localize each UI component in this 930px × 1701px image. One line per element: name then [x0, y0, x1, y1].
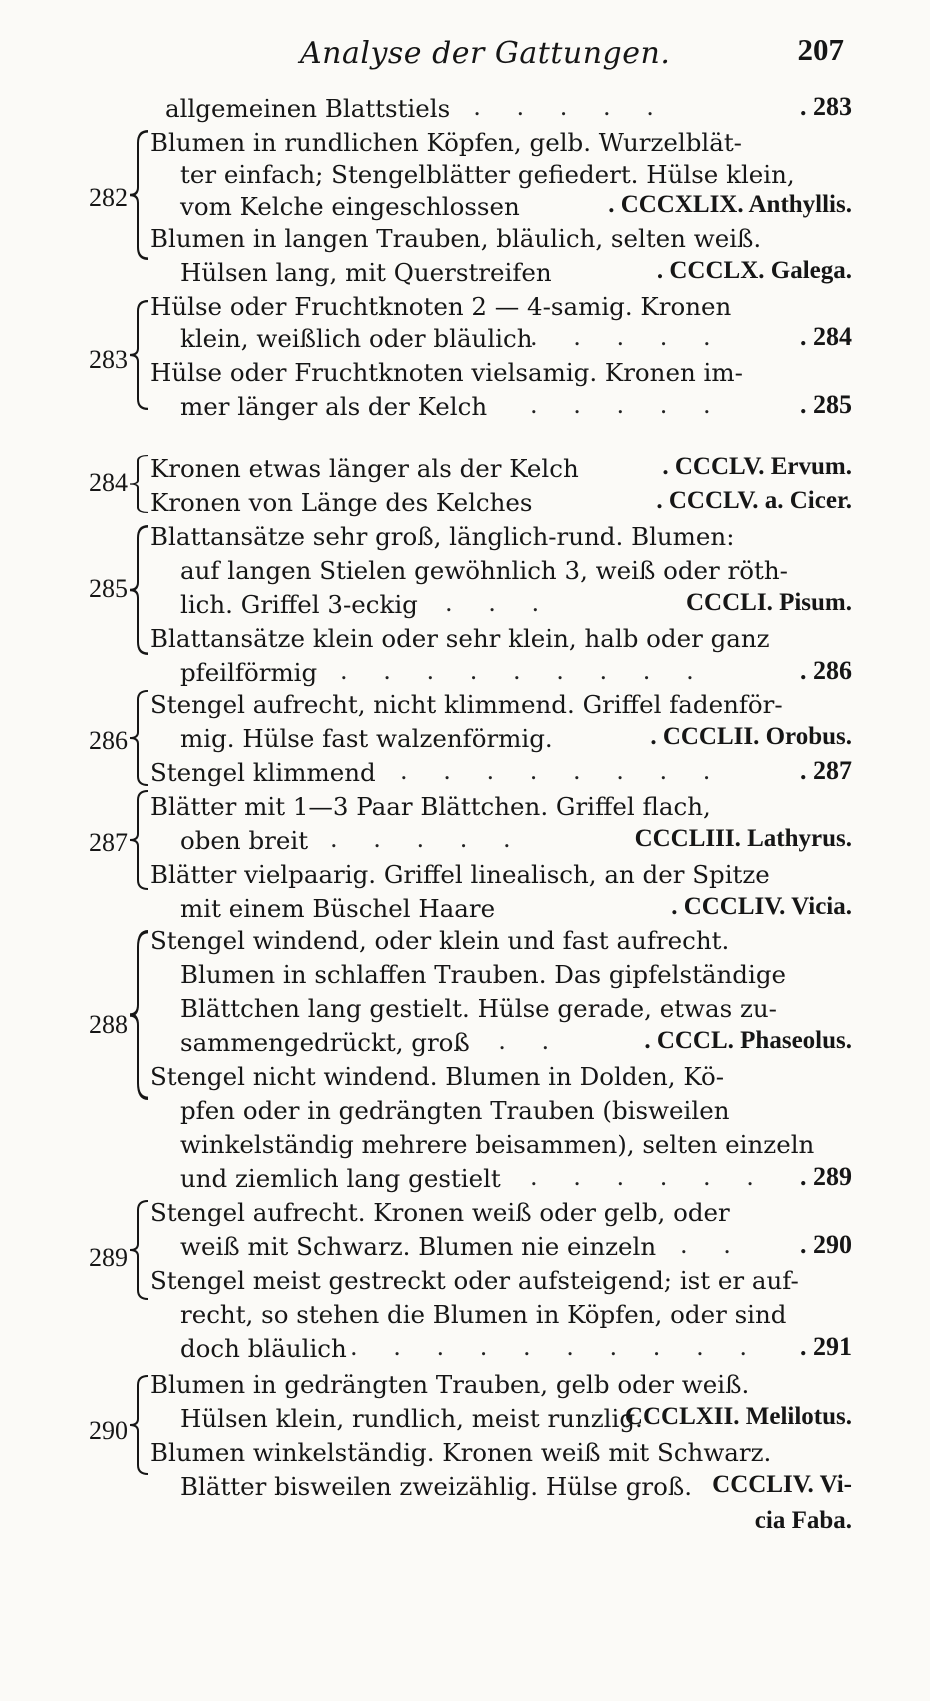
genus-name: . CCCLII. Orobus. [650, 723, 852, 750]
dot-leader: . . . [455, 1027, 564, 1055]
key-line: vom Kelche eingeschlossen [180, 192, 520, 221]
key-line: Blättchen lang gestielt. Hülse gerade, etwas zu- [180, 994, 777, 1023]
key-line: oben breit [180, 826, 309, 855]
key-line: Blätter bisweilen zweizählig. Hülse groß. [180, 1472, 693, 1501]
key-line: Stengel nicht windend. Blumen in Dolden, Kö- [150, 1062, 725, 1091]
genus-name: . CCCL. Phaseolus. [644, 1027, 852, 1054]
reference-number: . 284 [800, 322, 852, 351]
reference-number: . 290 [800, 1230, 852, 1259]
entry-number: 289 [89, 1243, 128, 1272]
key-line: Stengel aufrecht, nicht klimmend. Griffel fadenför- [150, 690, 783, 719]
genus-name: . CCCLIV. Vicia. [671, 893, 852, 920]
entry-number: 288 [89, 1010, 128, 1039]
genus-name: . CCCLV. a. Cicer. [656, 487, 852, 514]
key-line: Hülse oder Fruchtknoten 2 — 4-samig. Kronen [150, 292, 732, 321]
key-line: Stengel windend, oder klein und fast aufrecht. [150, 926, 730, 955]
dot-leader: . . . . . . . . . . [350, 1333, 761, 1361]
key-line: Hülse oder Fruchtknoten vielsamig. Kronen im- [150, 358, 743, 387]
brace [128, 455, 150, 513]
key-line: recht, so stehen die Blumen in Köpfen, oder sind [180, 1300, 787, 1329]
dot-leader: . . . . . . [430, 93, 668, 121]
key-line: lich. Griffel 3-eckig [180, 590, 418, 619]
running-title: Analyse der Gattungen. [300, 36, 671, 71]
brace [128, 1375, 150, 1475]
brace [128, 300, 150, 410]
key-line: Blumen in schlaffen Trauben. Das gipfelständige [180, 960, 787, 989]
genus-name: CCCLI. Pisum. [686, 589, 852, 616]
brace [128, 930, 150, 1100]
key-line: Blattansätze klein oder sehr klein, halb oder ganz [150, 624, 770, 653]
key-line: Blumen in rundlichen Köpfen, gelb. Wurzelblät- [150, 128, 742, 157]
key-line: Stengel meist gestreckt oder aufsteigend; ist er auf- [150, 1266, 799, 1295]
key-line: Hülsen lang, mit Querstreifen [180, 258, 552, 287]
reference-number: . 289 [800, 1162, 852, 1191]
genus-name: . CCCLV. Ervum. [662, 453, 852, 480]
key-line: Stengel klimmend [150, 758, 376, 787]
dot-leader: . . . [445, 589, 554, 617]
key-line: mer länger als der Kelch [180, 392, 488, 421]
entry-number: 285 [89, 574, 128, 603]
key-line: und ziemlich lang gestielt [180, 1164, 501, 1193]
dot-leader: . . [680, 1231, 745, 1259]
brace [128, 1200, 150, 1300]
dot-leader: . . . . . . . . . [340, 657, 708, 685]
key-line: doch bläulich [180, 1334, 347, 1363]
key-line: weiß mit Schwarz. Blumen nie einzeln [180, 1232, 657, 1261]
brace [128, 130, 150, 260]
reference-number: . 283 [800, 92, 852, 121]
reference-number: . 285 [800, 390, 852, 419]
entry-number: 282 [89, 183, 128, 212]
dot-leader: . . . . . [330, 825, 525, 853]
key-line: mig. Hülse fast walzenförmig. [180, 724, 553, 753]
continuation-line: allgemeinen Blattstiels [165, 94, 451, 123]
dot-leader: . . . . . [530, 391, 725, 419]
brace [128, 790, 150, 890]
key-line: klein, weißlich oder bläulich [180, 324, 533, 353]
key-line: sammengedrückt, groß [180, 1028, 470, 1057]
brace [128, 690, 150, 786]
key-line: auf langen Stielen gewöhnlich 3, weiß oder röth- [180, 556, 788, 585]
dot-leader: . . . . . [530, 323, 725, 351]
key-line: Kronen etwas länger als der Kelch [150, 454, 579, 483]
entry-number: 284 [89, 468, 128, 497]
dot-leader: . . . . . . [530, 1163, 768, 1191]
page-header [0, 30, 930, 80]
brace [128, 525, 150, 655]
key-line: pfen oder in gedrängten Trauben (bisweilen [180, 1096, 730, 1125]
key-line: mit einem Büschel Haare [180, 894, 496, 923]
key-line: Kronen von Länge des Kelches [150, 488, 533, 517]
key-line: Blumen in langen Trauben, bläulich, selten weiß. [150, 224, 762, 253]
key-line: winkelständig mehrere beisammen), selten einzeln [180, 1130, 815, 1159]
reference-number: . 286 [800, 656, 852, 685]
key-line: Blätter mit 1—3 Paar Blättchen. Griffel flach, [150, 792, 711, 821]
genus-name: CCCLIV. Vi- [712, 1471, 852, 1498]
genus-name: cia Faba. [754, 1507, 852, 1534]
genus-name: CCCLXII. Melilotus. [624, 1403, 852, 1430]
genus-name: . CCCLX. Galega. [656, 257, 852, 284]
key-line: ter einfach; Stengelblätter gefiedert. Hülse klein, [180, 160, 795, 189]
genus-name: CCCLIII. Lathyrus. [634, 825, 852, 852]
key-line: Stengel aufrecht. Kronen weiß oder gelb, oder [150, 1198, 730, 1227]
key-line: Blätter vielpaarig. Griffel linealisch, an der Spitze [150, 860, 770, 889]
entry-number: 286 [89, 726, 128, 755]
entry-number: 290 [89, 1416, 128, 1445]
dot-leader: . . . . . . . . [400, 757, 725, 785]
key-line: pfeilförmig [180, 658, 318, 687]
genus-name: . CCCXLIX. Anthyllis. [608, 191, 852, 218]
key-line: Blattansätze sehr groß, länglich-rund. Blumen: [150, 522, 735, 551]
key-line: Blumen winkelständig. Kronen weiß mit Schwarz. [150, 1438, 772, 1467]
page-number: 207 [797, 32, 844, 67]
entry-number: 283 [89, 345, 128, 374]
reference-number: . 287 [800, 756, 852, 785]
entry-number: 287 [89, 828, 128, 857]
reference-number: . 291 [800, 1332, 852, 1361]
key-line: Blumen in gedrängten Trauben, gelb oder weiß. [150, 1370, 750, 1399]
key-line: Hülsen klein, rundlich, meist runzlig. [180, 1404, 643, 1433]
